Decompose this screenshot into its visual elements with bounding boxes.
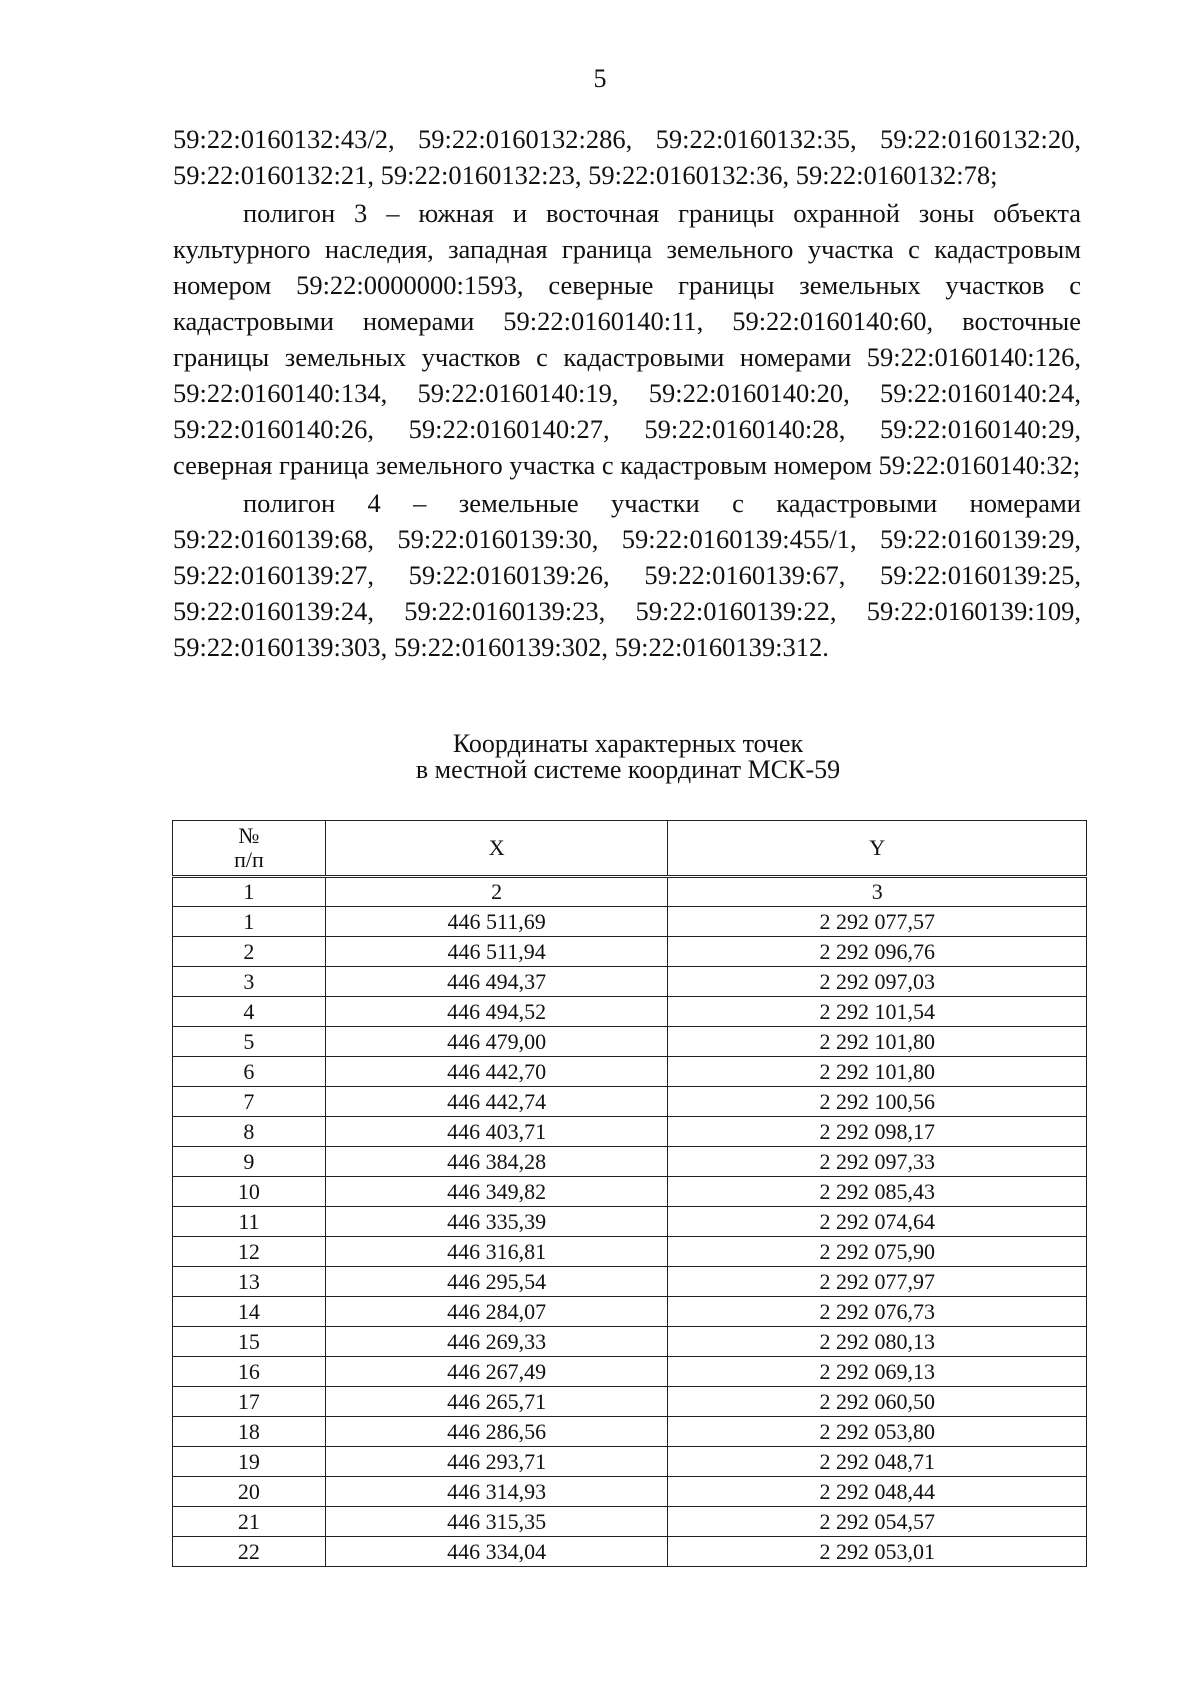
cell-y: 2 292 048,71	[668, 1447, 1087, 1477]
cell-x: 446 442,70	[325, 1057, 668, 1087]
cell-y: 2 292 074,64	[668, 1207, 1087, 1237]
cell-x: 446 316,81	[325, 1237, 668, 1267]
column-number-row	[173, 877, 1087, 907]
table-row	[173, 1207, 1087, 1237]
table-row	[173, 1087, 1087, 1117]
cell-y: 2 292 097,33	[668, 1147, 1087, 1177]
coordinates-table	[172, 820, 1087, 1567]
table-body	[173, 907, 1087, 1567]
paragraph-cadastral-list: 59:22:0160132:43/2, 59:22:0160132:286, 59:22:0160132:35, 59:22:0160132:20, 59:22:0160132:21, 59:22:0160132:23, 59:22:0160132:36, 59:22:0160132:78;	[173, 124, 1081, 190]
column-number: 3	[668, 877, 1087, 907]
cell-y: 2 292 101,80	[668, 1057, 1087, 1087]
table-row	[173, 1477, 1087, 1507]
cell-x: 446 511,94	[325, 937, 668, 967]
cell-number: 17	[173, 1387, 326, 1417]
header-number-sign: №	[238, 823, 260, 848]
cell-y: 2 292 098,17	[668, 1117, 1087, 1147]
cell-y: 2 292 077,57	[668, 907, 1087, 937]
cell-y: 2 292 069,13	[668, 1357, 1087, 1387]
table-row	[173, 1267, 1087, 1297]
table-row	[173, 907, 1087, 937]
cell-y: 2 292 054,57	[668, 1507, 1087, 1537]
cell-x: 446 286,56	[325, 1417, 668, 1447]
cell-x: 446 334,04	[325, 1537, 668, 1567]
cell-number: 9	[173, 1147, 326, 1177]
cell-x: 446 314,93	[325, 1477, 668, 1507]
page-number: 5	[593, 64, 607, 93]
paragraph-polygon-3: полигон 3 – южная и восточная границы охранной зоны объекта культурного наследия, западная граница земельного участка с кадастровым номером 59:22:0000000:1593, северные границы земельных участков с кадастровыми номерами 59:22:0160140:11, 59:22:0160140:60, восточные границы земельных участков с кадастровыми номерами 59:22:0160140:126, 59:22:0160140:134, 59:22:0160140:19, 59:22:0160140:20, 59:22:0160140:24, 59:22:0160140:26, 59:22:0160140:27, 59:22:0160140:28, 59:22:0160140:29, северная граница земельного участка с кадастровым номером 59:22:0160140:32;	[173, 198, 1081, 480]
table-row	[173, 1297, 1087, 1327]
cell-y: 2 292 097,03	[668, 967, 1087, 997]
header-number-abbr: п/п	[234, 847, 264, 872]
cell-x: 446 479,00	[325, 1027, 668, 1057]
cell-number: 14	[173, 1297, 326, 1327]
cell-y: 2 292 077,97	[668, 1267, 1087, 1297]
table-row	[173, 1447, 1087, 1477]
column-number: 2	[325, 877, 668, 907]
cell-y: 2 292 076,73	[668, 1297, 1087, 1327]
cell-x: 446 293,71	[325, 1447, 668, 1477]
cell-x: 446 335,39	[325, 1207, 668, 1237]
table-row	[173, 1537, 1087, 1567]
cell-y: 2 292 100,56	[668, 1087, 1087, 1117]
paragraph-polygon-4: полигон 4 – земельные участки с кадастровыми номерами 59:22:0160139:68, 59:22:0160139:30, 59:22:0160139:455/1, 59:22:0160139:29, 59:22:0160139:27, 59:22:0160139:26, 59:22:0160139:67, 59:22:0160139:25, 59:22:0160139:24, 59:22:0160139:23, 59:22:0160139:22, 59:22:0160139:109, 59:22:0160139:303, 59:22:0160139:302, 59:22:0160139:312.	[173, 488, 1081, 662]
cell-number: 1	[173, 907, 326, 937]
cell-number: 8	[173, 1117, 326, 1147]
cell-number: 13	[173, 1267, 326, 1297]
cell-x: 446 442,74	[325, 1087, 668, 1117]
cell-number: 16	[173, 1357, 326, 1387]
table-row	[173, 1027, 1087, 1057]
header-number	[173, 821, 326, 877]
table-row	[173, 1147, 1087, 1177]
cell-number: 15	[173, 1327, 326, 1357]
cell-y: 2 292 080,13	[668, 1327, 1087, 1357]
table-row	[173, 1507, 1087, 1537]
cell-x: 446 315,35	[325, 1507, 668, 1537]
cell-number: 2	[173, 937, 326, 967]
table-header-row	[173, 821, 1087, 877]
cell-y: 2 292 075,90	[668, 1237, 1087, 1267]
cell-number: 4	[173, 997, 326, 1027]
table-title-line-1: Координаты характерных точек	[452, 729, 804, 758]
header-y: Y	[668, 821, 1087, 877]
cell-number: 5	[173, 1027, 326, 1057]
table-row	[173, 937, 1087, 967]
cell-x: 446 267,49	[325, 1357, 668, 1387]
cell-number: 22	[173, 1537, 326, 1567]
body-text	[173, 121, 1081, 665]
coordinates-table-title	[0, 731, 1200, 783]
cell-y: 2 292 060,50	[668, 1387, 1087, 1417]
cell-x: 446 384,28	[325, 1147, 668, 1177]
cell-y: 2 292 096,76	[668, 937, 1087, 967]
table-row	[173, 997, 1087, 1027]
cell-number: 6	[173, 1057, 326, 1087]
table-row	[173, 1237, 1087, 1267]
cell-y: 2 292 048,44	[668, 1477, 1087, 1507]
cell-x: 446 295,54	[325, 1267, 668, 1297]
cell-y: 2 292 053,01	[668, 1537, 1087, 1567]
table-row	[173, 1357, 1087, 1387]
cell-x: 446 265,71	[325, 1387, 668, 1417]
column-number: 1	[173, 877, 326, 907]
table-row	[173, 1117, 1087, 1147]
table-row	[173, 1417, 1087, 1447]
cell-x: 446 269,33	[325, 1327, 668, 1357]
cell-x: 446 494,37	[325, 967, 668, 997]
table-title-line-2: в местной системе координат МСК-59	[415, 755, 841, 784]
cell-y: 2 292 101,80	[668, 1027, 1087, 1057]
cell-number: 21	[173, 1507, 326, 1537]
cell-x: 446 403,71	[325, 1117, 668, 1147]
cell-number: 10	[173, 1177, 326, 1207]
table-row	[173, 1327, 1087, 1357]
cell-y: 2 292 053,80	[668, 1417, 1087, 1447]
cell-number: 19	[173, 1447, 326, 1477]
cell-number: 20	[173, 1477, 326, 1507]
cell-number: 3	[173, 967, 326, 997]
cell-number: 18	[173, 1417, 326, 1447]
table-row	[173, 1057, 1087, 1087]
cell-x: 446 284,07	[325, 1297, 668, 1327]
cell-number: 11	[173, 1207, 326, 1237]
cell-number: 7	[173, 1087, 326, 1117]
header-x: X	[325, 821, 668, 877]
cell-x: 446 349,82	[325, 1177, 668, 1207]
cell-x: 446 511,69	[325, 907, 668, 937]
table-row	[173, 1387, 1087, 1417]
cell-y: 2 292 101,54	[668, 997, 1087, 1027]
cell-y: 2 292 085,43	[668, 1177, 1087, 1207]
table-row	[173, 1177, 1087, 1207]
cell-number: 12	[173, 1237, 326, 1267]
cell-x: 446 494,52	[325, 997, 668, 1027]
table-row	[173, 967, 1087, 997]
